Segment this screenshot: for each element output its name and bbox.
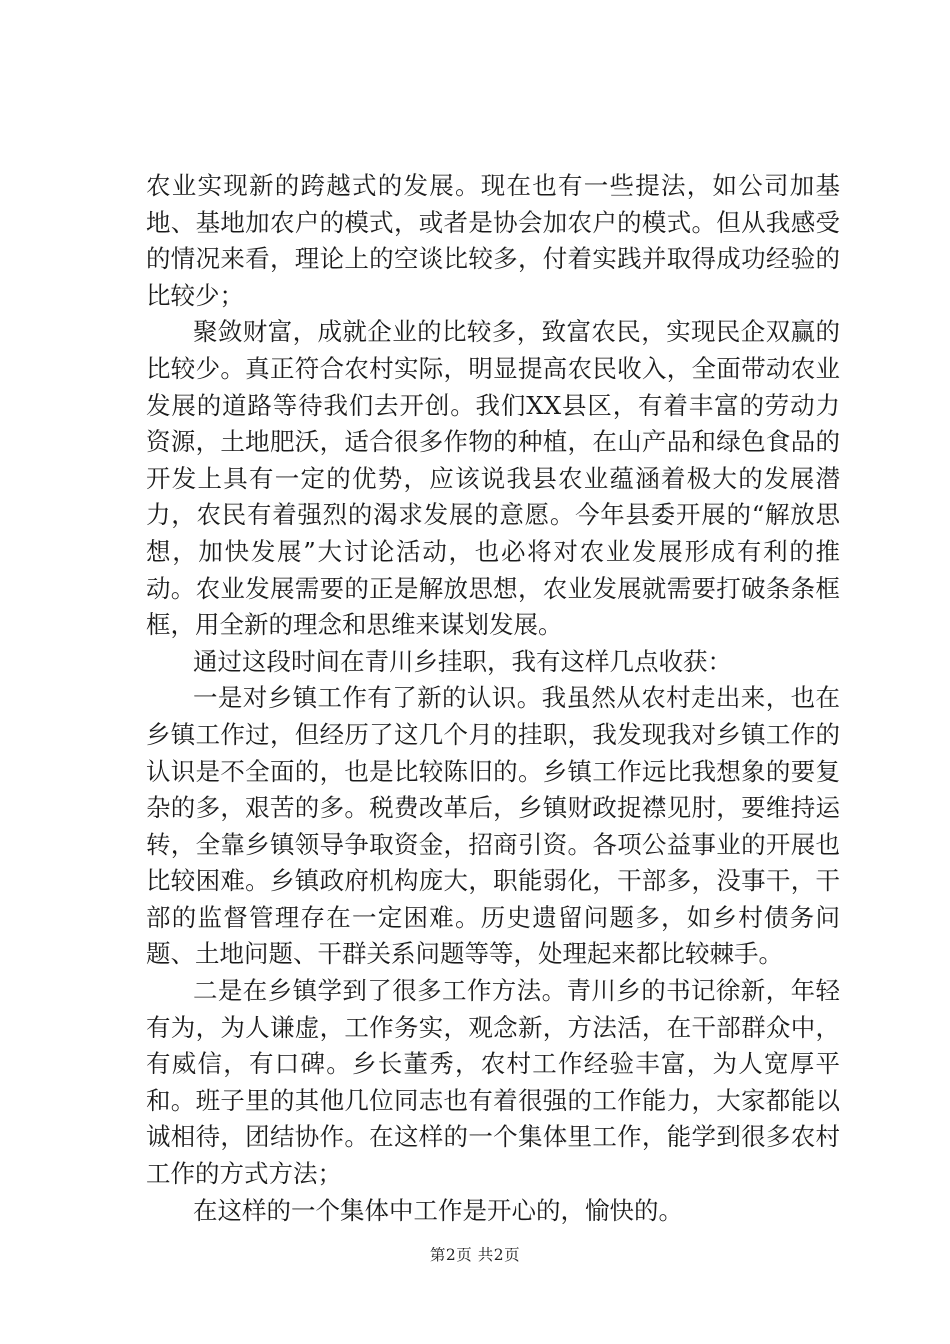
page-number-footer: 第2页 共2页: [429, 1246, 521, 1264]
paragraph-5: 二是在乡镇学到了很多工作方法。青川乡的书记徐新，年轻有为，为人谦虚，工作务实，观念新，方法活，在干部群众中，有威信，有口碑。乡长董秀，农村工作经验丰富，为人宽厚平和。班子里的其他几位同志也有着很强的工作能力，大家都能以诚相待，团结协作。在这样的一个集体里工作，能学到很多农村工作的方式方法；: [146, 976, 840, 1189]
paragraph-1: 农业实现新的跨越式的发展。现在也有一些提法，如公司加基地、基地加农户的模式，或者是协会加农户的模式。但从我感受的情况来看，理论上的空谈比较多，付着实践并取得成功经验的比较少；: [146, 171, 840, 310]
paragraph-6: 在这样的一个集体中工作是开心的，愉快的。: [193, 1195, 683, 1225]
paragraph-2: 聚敛财富，成就企业的比较多，致富农民，实现民企双赢的比较少。真正符合农村实际，明显提高农民收入，全面带动农业发展的道路等待我们去开创。我们XX县区，有着丰富的劳动力资源，土地肥沃，适合很多作物的种植，在山产品和绿色食品的开发上具有一定的优势，应该说我县农业蕴涵着极大的发展潜力，农民有着强烈的渴求发展的意愿。今年县委开展的“解放思想，加快发展”大讨论活动，也必将对农业发展形成有利的推动。农业发展需要的正是解放思想，农业发展就需要打破条条框框，用全新的理念和思维来谋划发展。: [146, 317, 840, 640]
paragraph-4: 一是对乡镇工作有了新的认识。我虽然从农村走出来，也在乡镇工作过，但经历了这几个月的挂职，我发现我对乡镇工作的认识是不全面的，也是比较陈旧的。乡镇工作远比我想象的要复杂的多，艰苦的多。税费改革后，乡镇财政捉襟见肘，要维持运转，全靠乡镇领导争取资金，招商引资。各项公益事业的开展也比较困难。乡镇政府机构庞大，职能弱化，干部多，没事干，干部的监督管理存在一定困难。历史遗留问题多，如乡村债务问题、土地问题、干群关系问题等等，处理起来都比较棘手。: [146, 683, 840, 969]
paragraph-3: 通过这段时间在青川乡挂职，我有这样几点收获：: [193, 646, 732, 676]
document-body: [146, 168, 840, 1229]
